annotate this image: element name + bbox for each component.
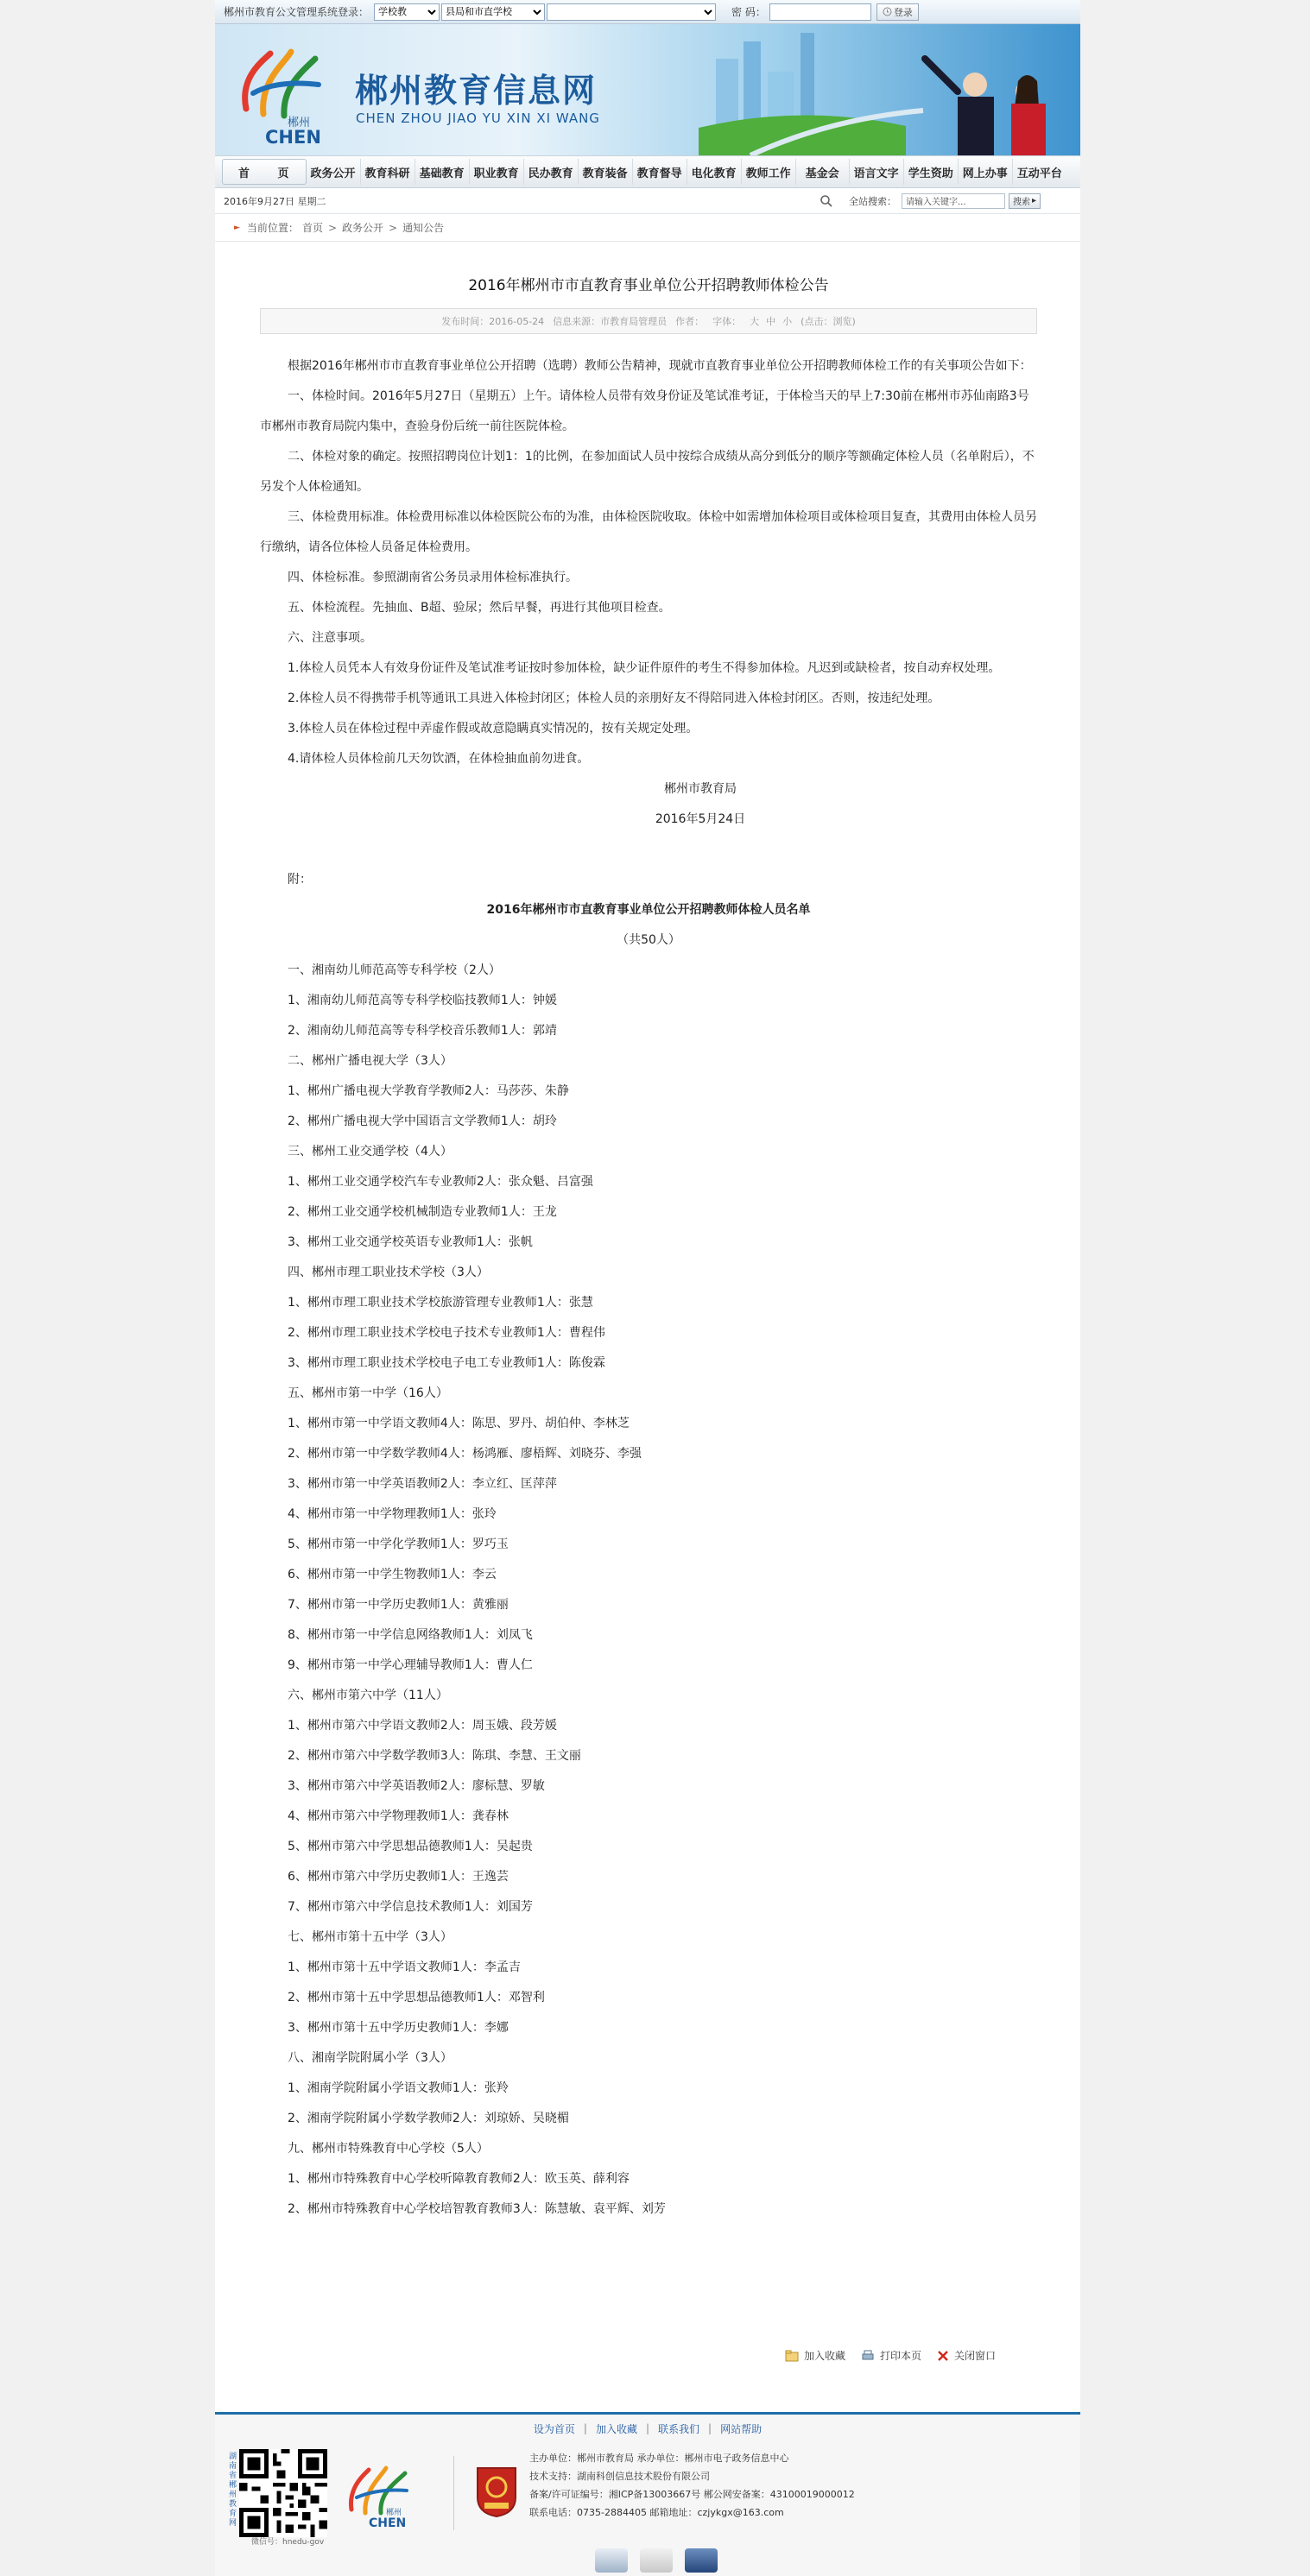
font-size-medium[interactable]: 中: [766, 316, 776, 327]
nav-item-e-edu[interactable]: 电化教育: [687, 159, 742, 185]
candidate-list-item: 4、郴州市第六中学物理教师1人：龚春林: [288, 1809, 509, 1823]
candidate-list-item: 1、郴州工业交通学校汽车专业教师2人：张众魁、吕富强: [288, 1175, 593, 1189]
breadcrumb: [215, 214, 1080, 242]
candidate-list-item: 6、郴州市第六中学历史教师1人：王逸芸: [288, 1870, 509, 1884]
site-banner: [215, 24, 1080, 155]
footer-link-set-home[interactable]: 设为首页: [533, 2422, 575, 2435]
footer-logo-icon: [343, 2461, 422, 2530]
article-paragraph: 4.请体检人员体检前几天勿饮酒，在体检抽血前勿进食。: [288, 752, 590, 766]
nav-item-research[interactable]: 教育科研: [361, 159, 415, 185]
candidate-list-item: 三、郴州工业交通学校（4人）: [288, 1145, 452, 1159]
qr-code-icon: [239, 2449, 327, 2537]
footer-license: 备案/许可证编号：湘ICP备13003667号 郴公网安备案：43100019000012: [529, 2489, 855, 2500]
footer: [215, 2412, 1080, 2576]
candidate-list-item: 1、湘南学院附属小学语文教师1人：张羚: [288, 2081, 509, 2095]
footer-divider: |: [645, 2422, 650, 2434]
candidate-list-item: 2、湘南幼儿师范高等专科学校音乐教师1人：郭靖: [288, 1024, 557, 1038]
date-search-bar: [215, 188, 1080, 214]
main-nav: [215, 155, 1080, 188]
candidate-list-item: 4、郴州市第一中学物理教师1人：张玲: [288, 1507, 497, 1521]
login-button[interactable]: 登录: [876, 3, 919, 21]
article-paragraph: 二、体检对象的确定。按照招聘岗位计划1：1的比例，在参加面试人员中按综合成绩从高分到低分的顺序等额确定体检人员（名单附后），不另发个人体检通知。: [260, 450, 1035, 494]
candidate-list-item: 四、郴州市理工职业技术学校（3人）: [288, 1266, 489, 1279]
candidate-list-item: 8、郴州市第一中学信息网络教师1人：刘凤飞: [288, 1628, 533, 1642]
nav-item-basic-edu[interactable]: 基础教育: [415, 159, 470, 185]
gov-emblem-icon: [474, 2465, 519, 2518]
breadcrumb-prefix: 当前位置：: [246, 222, 299, 234]
article-tools: [785, 2348, 996, 2363]
list-count: （共50人）: [617, 933, 680, 947]
article-meta: [260, 308, 1037, 334]
candidate-list-item: 2、郴州工业交通学校机械制造专业教师1人：王龙: [288, 1205, 557, 1219]
candidate-list-item: 7、郴州市第六中学信息技术教师1人：刘国芳: [288, 1900, 533, 1914]
footer-main: [229, 2449, 1060, 2547]
candidate-list-item: 六、郴州市第六中学（11人）: [288, 1689, 448, 1702]
candidate-list-item: 1、郴州市第六中学语文教师2人：周玉娥、段芳媛: [288, 1719, 557, 1733]
search-icon: [820, 194, 833, 208]
current-date: 2016年9月27日 星期二: [224, 195, 326, 207]
candidate-list-item: 八、湘南学院附属小学（3人）: [288, 2051, 452, 2065]
candidate-list-item: 3、郴州市第十五中学历史教师1人：李娜: [288, 2021, 509, 2035]
candidate-list-item: 二、郴州广播电视大学（3人）: [288, 1054, 452, 1068]
logo-icon: [234, 41, 336, 147]
candidate-list-item: 1、湘南幼儿师范高等专科学校临技教师1人：钟媛: [288, 994, 557, 1007]
font-size-small[interactable]: 小: [782, 316, 793, 327]
publish-date: 发布时间：2016-05-24: [441, 316, 545, 327]
page: [215, 0, 1080, 2576]
candidate-list-item: 9、郴州市第一中学心理辅导教师1人：曹人仁: [288, 1658, 533, 1672]
candidate-list-item: 7、郴州市第一中学历史教师1人：黄雅丽: [288, 1598, 509, 1612]
candidate-list-item: 1、郴州市特殊教育中心学校听障教育教师2人：欧玉英、薛利容: [288, 2172, 630, 2186]
candidate-list-item: 3、郴州工业交通学校英语专业教师1人：张帆: [288, 1235, 533, 1249]
cyber-police-icon[interactable]: [640, 2548, 673, 2573]
breadcrumb-gov-affairs[interactable]: 政务公开: [342, 222, 384, 234]
candidate-list-item: 九、郴州市特殊教育中心学校（5人）: [288, 2142, 489, 2156]
candidate-list-item: 2、湘南学院附属小学数学教师2人：刘琼娇、吴晓楣: [288, 2112, 569, 2125]
font-size-large[interactable]: 大: [750, 316, 760, 327]
footer-logo-text: 郴州: [386, 2509, 402, 2517]
nav-item-foundation[interactable]: 基金会: [796, 159, 850, 185]
unit-select[interactable]: [547, 3, 716, 21]
candidate-list-item: 2、郴州市第十五中学思想品德教师1人：邓智利: [288, 1991, 545, 2005]
qr-sub-label: 微信号：hnedu-gov: [251, 2538, 325, 2547]
article-paragraph: 四、体检标准。参照湖南省公务员录用体检标准执行。: [288, 571, 578, 584]
candidate-list-item: 2、郴州市理工职业技术学校电子技术专业教师1人：曹程伟: [288, 1326, 605, 1340]
nav-item-private-edu[interactable]: 民办教育: [524, 159, 579, 185]
user-type-select[interactable]: [374, 3, 440, 21]
close-icon: [937, 2350, 949, 2362]
add-favorite-button[interactable]: 加入收藏: [785, 2348, 845, 2363]
footer-host: 主办单位：郴州市教育局 承办单位：郴州市电子政务信息中心: [529, 2453, 789, 2464]
candidate-list-item: 3、郴州市第一中学英语教师2人：李立红、匡萍萍: [288, 1477, 557, 1491]
login-system-label: 郴州市教育公文管理系统登录：: [224, 6, 370, 18]
footer-link-favorite[interactable]: 加入收藏: [595, 2422, 637, 2435]
article-paragraph: 根据2016年郴州市市直教育事业单位公开招聘（选聘）教师公告精神，现就市直教育事业单位公开招聘教师体检工作的有关事项公告如下：: [288, 359, 1032, 373]
candidate-list-item: 1、郴州市第一中学语文教师4人：陈思、罗丹、胡伯仲、李林芝: [288, 1417, 630, 1430]
site-pinyin: CHEN ZHOU JIAO YU XIN XI WANG: [356, 110, 600, 126]
breadcrumb-home[interactable]: 首页: [301, 222, 323, 234]
footer-contact: 联系电话：0735-2884405 邮箱地址：czjykgx@163.com: [529, 2507, 784, 2518]
footer-tech-support: 技术支持：湖南科创信息技术股份有限公司: [529, 2471, 710, 2482]
signature-org: 郴州市教育局: [664, 782, 737, 796]
nav-item-vocational[interactable]: 职业教育: [470, 159, 524, 185]
article-title: 2016年郴州市市直教育事业单位公开招聘教师体检公告: [468, 277, 829, 294]
candidate-list-item: 5、郴州市第六中学思想品德教师1人：吴起贵: [288, 1840, 533, 1853]
candidate-list-item: 3、郴州市理工职业技术学校电子电工专业教师1人：陈俊霖: [288, 1356, 605, 1370]
footer-info: [529, 2449, 855, 2522]
search-button[interactable]: 搜索 ▸: [1009, 193, 1041, 209]
article: [260, 269, 1037, 2225]
breadcrumb-separator: >: [389, 221, 398, 234]
signature-date: 2016年5月24日: [655, 812, 746, 826]
security-badge-icon[interactable]: [685, 2548, 718, 2573]
footer-link-contact[interactable]: 联系我们: [658, 2422, 700, 2435]
article-paragraph: 2.体检人员不得携带手机等通讯工具进入体检封闭区；体检人员的亲朋好友不得陪同进入体检封闭区。否则，按违纪处理。: [288, 691, 940, 705]
nav-item-student-aid[interactable]: 学生资助: [904, 159, 959, 185]
close-window-button[interactable]: 关闭窗口: [937, 2348, 996, 2363]
arrow-icon: ►: [234, 223, 240, 232]
nav-item-online-service[interactable]: 网上办事: [959, 159, 1013, 185]
footer-divider: |: [583, 2422, 587, 2434]
search-label: 全站搜索：: [849, 195, 896, 207]
article-paragraph: 六、注意事项。: [288, 631, 372, 645]
candidate-list-item: 1、郴州市理工职业技术学校旅游管理专业教师1人：张慧: [288, 1296, 593, 1310]
candidate-list-item: 2、郴州广播电视大学中国语言文学教师1人：胡玲: [288, 1114, 557, 1128]
breadcrumb-notice[interactable]: 通知公告: [402, 222, 445, 234]
article-paragraph: 三、体检费用标准。体检费用标准以体检医院公布的为准，由体检医院收取。体检中如需增加体检项目或体检项目复查，其费用由体检人员另行缴纳，请各位体检人员备足体检费用。: [260, 510, 1037, 554]
nav-item-language[interactable]: 语言文字: [850, 159, 904, 185]
candidate-list: [260, 956, 1037, 2225]
attachment-label: 附：: [288, 873, 312, 887]
nav-item-gov-affairs[interactable]: 政务公开: [307, 159, 361, 185]
print-button[interactable]: 打印本页: [861, 2348, 921, 2363]
list-title: 2016年郴州市市直教育事业单位公开招聘教师体检人员名单: [486, 903, 811, 917]
nav-item-interaction[interactable]: 互动平台: [1016, 167, 1062, 180]
police-badge-icon[interactable]: [595, 2548, 628, 2573]
candidate-list-item: 1、郴州广播电视大学教育学教师2人：马莎莎、朱静: [288, 1084, 569, 1098]
arrow-right-icon: ▸: [1032, 196, 1037, 205]
article-paragraph: 一、体检时间。2016年5月27日（星期五）上午。请体检人员带有效身份证及笔试准考证，于体检当天的早上7:30前在郴州市苏仙南路3号市郴州市教育局院内集中，查验身份后统一前往医院体检。: [260, 389, 1029, 433]
candidate-list-item: 七、郴州市第十五中学（3人）: [288, 1930, 452, 1944]
top-login-bar: [215, 0, 1080, 24]
footer-links: [215, 2415, 1080, 2442]
site-search-input[interactable]: [902, 193, 1005, 209]
footer-logo-sub: CHEN: [369, 2516, 407, 2530]
site-title: 郴州教育信息网: [355, 72, 598, 110]
candidate-list-item: 2、郴州市第六中学数学教师3人：陈琪、李慧、王文丽: [288, 1749, 581, 1763]
candidate-list-item: 1、郴州市第十五中学语文教师1人：李孟吉: [288, 1960, 521, 1974]
article-body: [260, 351, 1037, 2225]
info-source: 信息来源：市教育局管理员: [553, 316, 668, 327]
nav-item-home[interactable]: 首 页: [222, 159, 307, 185]
print-icon: [861, 2350, 875, 2362]
candidate-list-item: 5、郴州市第一中学化学教师1人：罗巧玉: [288, 1537, 509, 1551]
candidate-list-item: 2、郴州市特殊教育中心学校培智教育教师3人：陈慧敏、袁平辉、刘芳: [288, 2202, 666, 2216]
nav-item-equipment[interactable]: 教育装备: [579, 159, 633, 185]
breadcrumb-separator: >: [327, 221, 338, 234]
banner-city-illustration: [699, 24, 1080, 155]
footer-divider-line: [453, 2456, 454, 2530]
nav-item-teachers[interactable]: 教师工作: [742, 159, 796, 185]
logo-sub-text: CHEN: [265, 127, 321, 147]
candidate-list-item: 6、郴州市第一中学生物教师1人：李云: [288, 1568, 497, 1582]
clock-icon: [883, 7, 892, 16]
password-input[interactable]: [769, 3, 871, 21]
footer-badges: [595, 2548, 718, 2573]
favorite-icon: [785, 2350, 799, 2362]
unit-type-select[interactable]: [441, 3, 545, 21]
font-size-label: 字体：: [712, 316, 742, 327]
candidate-list-item: 一、湘南幼儿师范高等专科学校（2人）: [288, 963, 501, 977]
password-label: 密 码：: [731, 6, 766, 18]
candidate-list-item: 五、郴州市第一中学（16人）: [288, 1386, 448, 1400]
click-count: (点击：浏览): [801, 316, 856, 327]
author-label: 作者：: [675, 316, 705, 327]
logo-text: 郴州: [288, 117, 311, 129]
qr-label: 湖南省郴州教育网: [229, 2453, 237, 2528]
footer-divider: |: [708, 2422, 712, 2434]
nav-item-supervision[interactable]: 教育督导: [633, 159, 687, 185]
article-paragraph: 1.体检人员凭本人有效身份证件及笔试准考证按时参加体检，缺少证件原件的考生不得参加体检。凡迟到或缺检者，按自动弃权处理。: [288, 661, 1001, 675]
candidate-list-item: 2、郴州市第一中学数学教师4人：杨鸿雁、廖梧辉、刘晓芬、李强: [288, 1447, 642, 1461]
article-paragraph: 五、体检流程。先抽血、B超、验尿；然后早餐，再进行其他项目检查。: [288, 601, 671, 615]
candidate-list-item: 3、郴州市第六中学英语教师2人：廖标慧、罗敏: [288, 1779, 545, 1793]
article-paragraph: 3.体检人员在体检过程中弄虚作假或故意隐瞒真实情况的，按有关规定处理。: [288, 722, 699, 736]
footer-link-help[interactable]: 网站帮助: [720, 2422, 763, 2435]
